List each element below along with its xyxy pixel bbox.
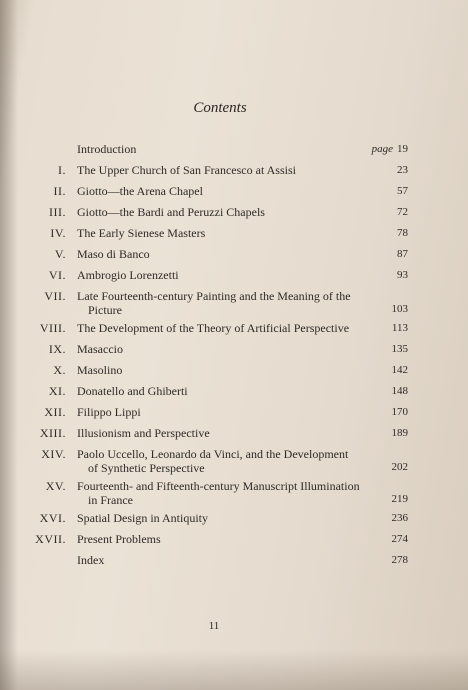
chapter-title: Masolino	[77, 363, 123, 377]
chapter-number: IX.	[48, 342, 66, 356]
chapter-title-continuation: Picture	[88, 303, 122, 317]
chapter-number: XIII.	[39, 426, 66, 440]
chapter-number: I.	[58, 163, 66, 177]
page-number: 219	[391, 493, 408, 505]
page-number: 189	[391, 427, 408, 439]
page-number: 72	[397, 206, 408, 218]
toc-entry	[0, 140, 468, 161]
toc-entry	[0, 224, 468, 245]
page-word: page	[371, 143, 393, 155]
bottom-shadow	[0, 650, 468, 690]
toc-entry	[0, 266, 468, 287]
contents-heading: Contents	[193, 100, 247, 116]
toc-entry	[0, 424, 468, 445]
page-number: 278	[391, 554, 408, 566]
chapter-number: XV.	[45, 479, 66, 493]
page-number: 148	[391, 385, 408, 397]
chapter-title: Ambrogio Lorenzetti	[77, 268, 179, 282]
contents-list	[0, 140, 468, 572]
page-number: 170	[391, 406, 408, 418]
chapter-number: V.	[54, 247, 66, 261]
chapter-title: Giotto—the Arena Chapel	[77, 184, 203, 198]
chapter-title: Illusionism and Perspective	[77, 426, 210, 440]
chapter-number: VI.	[48, 268, 66, 282]
chapter-title: The Development of the Theory of Artificial Perspective	[77, 321, 350, 335]
page-number: 135	[391, 343, 408, 355]
page-number: 87	[397, 248, 408, 260]
chapter-title: Spatial Design in Antiquity	[77, 511, 208, 525]
chapter-number: XI.	[48, 384, 66, 398]
chapter-number: XIV.	[41, 447, 66, 461]
page-number: 57	[397, 185, 408, 197]
chapter-number: VII.	[44, 289, 66, 303]
chapter-title: Filippo Lippi	[77, 405, 141, 419]
toc-entry	[0, 530, 468, 551]
page-number: 142	[391, 364, 408, 376]
chapter-number: XII.	[44, 405, 66, 419]
chapter-title: Masaccio	[77, 342, 123, 356]
chapter-title: Present Problems	[77, 532, 161, 546]
chapter-number: II.	[53, 184, 66, 198]
toc-entry	[0, 403, 468, 424]
toc-entry	[0, 319, 468, 340]
chapter-title: Donatello and Ghiberti	[77, 384, 188, 398]
page-number: 93	[397, 269, 408, 281]
toc-entry	[0, 340, 468, 361]
chapter-number: X.	[53, 363, 66, 377]
toc-entry	[0, 245, 468, 266]
folio-page-number: 11	[208, 620, 220, 632]
toc-entry	[0, 382, 468, 403]
chapter-title-continuation: in France	[88, 493, 133, 507]
page-number: 103	[391, 303, 408, 315]
chapter-title: Late Fourteenth-century Painting and the Meaning of the Picture	[77, 289, 362, 317]
chapter-title: Introduction	[77, 142, 137, 156]
toc-entry	[0, 203, 468, 224]
chapter-title: The Upper Church of San Francesco at Assisi	[77, 163, 296, 177]
page-number: 113	[391, 322, 408, 334]
page-number: 236	[391, 512, 408, 524]
chapter-number: IV.	[50, 226, 66, 240]
toc-entry	[0, 509, 468, 530]
chapter-title: Giotto—the Bardi and Peruzzi Chapels	[77, 205, 265, 219]
chapter-title: Paolo Uccello, Leonardo da Vinci, and the Development of Synthetic Perspective	[77, 447, 362, 475]
toc-entry	[0, 182, 468, 203]
toc-entry	[0, 361, 468, 382]
toc-entry	[0, 287, 468, 319]
chapter-number: VIII.	[39, 321, 66, 335]
chapter-number: III.	[49, 205, 66, 219]
chapter-number: XVI.	[39, 511, 66, 525]
toc-entry	[0, 161, 468, 182]
page-number: 202	[391, 461, 408, 473]
toc-entry	[0, 477, 468, 509]
chapter-title: The Early Sienese Masters	[77, 226, 206, 240]
page-number: 23	[397, 164, 408, 176]
toc-entry	[0, 551, 468, 572]
chapter-title-continuation: of Synthetic Perspective	[88, 461, 205, 475]
chapter-number: XVII.	[35, 532, 66, 546]
toc-entry	[0, 445, 468, 477]
chapter-title: Maso di Banco	[77, 247, 150, 261]
page-number: 78	[397, 227, 408, 239]
chapter-title: Index	[77, 553, 105, 567]
chapter-title: Fourteenth- and Fifteenth-century Manuscript Illumination in France	[77, 479, 362, 507]
page-number: 274	[391, 533, 408, 545]
page-number: page 19	[371, 143, 408, 155]
